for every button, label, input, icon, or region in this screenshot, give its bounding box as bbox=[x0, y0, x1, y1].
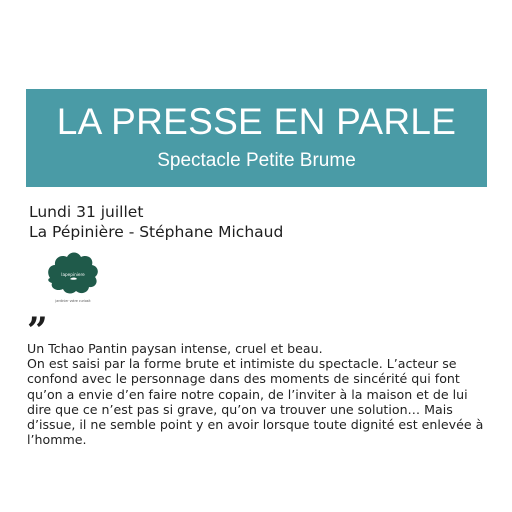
quote-paragraph: On est saisi par la forme brute et intimiste du spectacle. L’acteur se confond avec le personnage dans des moments de sincérité qui font qu’on a envie d’en faire notre copain, de l’inviter à la maison et de lui dire que ce n’est pas si grave, qu’on va trouver une solution… Mais d’issue, il ne semble point y en avoir lorsque toute dignité est enlevée à l’homme. bbox=[27, 356, 484, 448]
article-source: La Pépinière - Stéphane Michaud bbox=[29, 223, 284, 241]
press-quote bbox=[27, 341, 493, 447]
banner-title: LA PRESSE EN PARLE bbox=[56, 101, 457, 142]
press-banner bbox=[26, 89, 487, 187]
logo-name: lapepiniere bbox=[61, 272, 85, 277]
logo-tagline: jardinier votre curiosit bbox=[55, 299, 91, 303]
pepiniere-logo bbox=[40, 248, 106, 304]
article-date: Lundi 31 juillet bbox=[29, 203, 144, 221]
quote-paragraph: Un Tchao Pantin paysan intense, cruel et beau. bbox=[27, 341, 323, 356]
quote-mark-icon: ” bbox=[27, 310, 48, 352]
banner-subtitle: Spectacle Petite Brume bbox=[157, 150, 356, 171]
